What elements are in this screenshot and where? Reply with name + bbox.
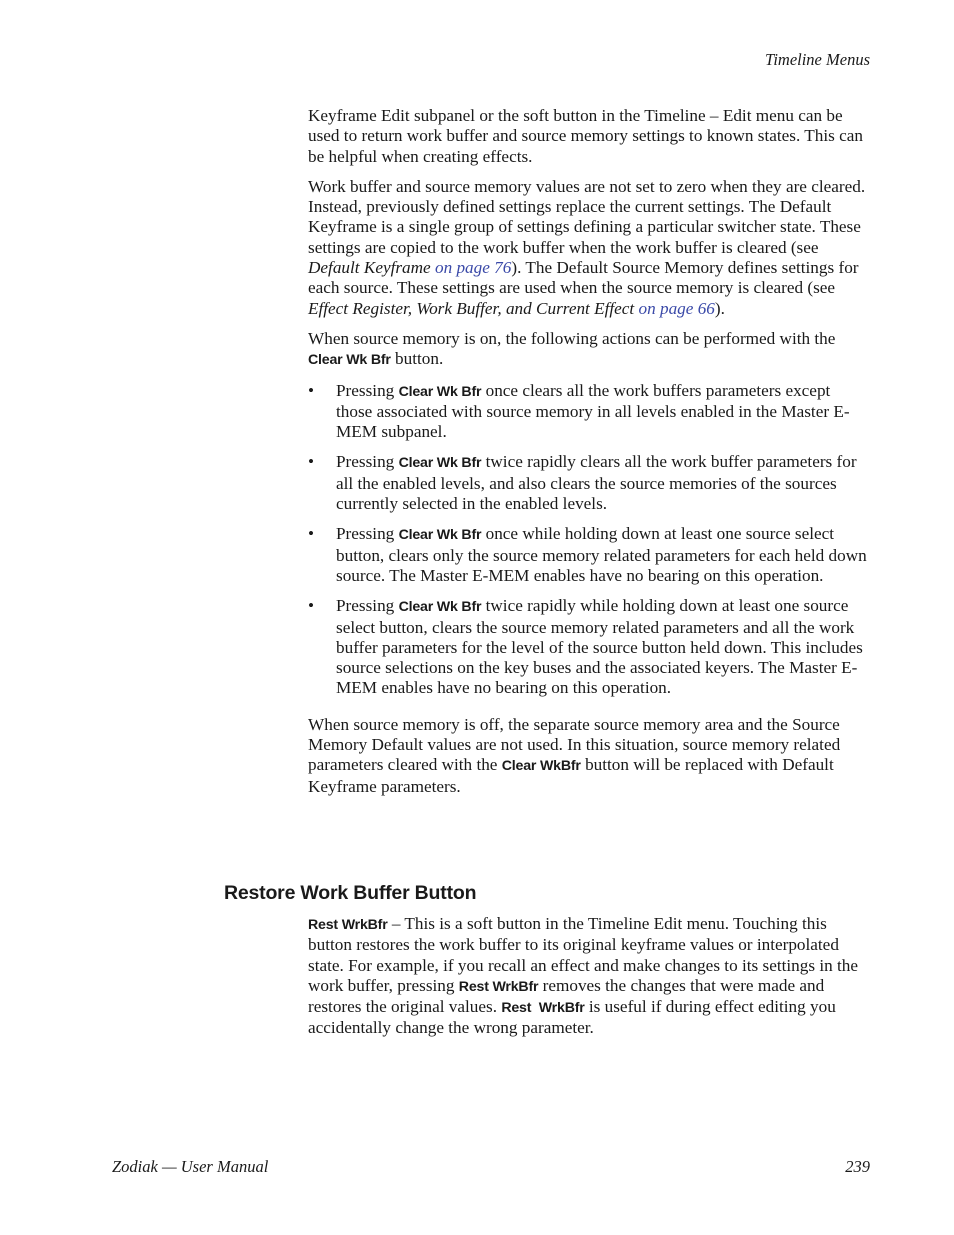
clear-wk-bfr-label: Clear Wk Bfr bbox=[398, 527, 482, 544]
xref-effect-register[interactable]: Effect Register, Work Buffer, and Current Effect bbox=[308, 298, 635, 318]
list-item bbox=[308, 381, 870, 443]
clear-wk-bfr-label: Clear Wk Bfr bbox=[398, 455, 482, 472]
text-run: removes the changes that were made and restores the original values. bbox=[308, 975, 825, 1017]
text-run: twice rapidly while holding down at least one source select button, clears the source memory related parameters and all the work buffer parameters for the level of the source button held down. This includes source selections on the key buses and the associated keyers. The Master E-MEM enables have no bearing on this operation. bbox=[336, 596, 863, 698]
clear-wk-bfr-label: Clear Wk Bfr bbox=[398, 599, 482, 616]
list-item bbox=[308, 596, 870, 698]
text-run: once while holding down at least one source select button, clears only the source memory related parameters for each held down source. The Master E-MEM enables have no bearing on this operation. bbox=[336, 524, 867, 585]
footer-manual-title: Zodiak — User Manual bbox=[112, 1157, 269, 1176]
text-run: ). bbox=[714, 298, 725, 318]
page-number: 239 bbox=[845, 1157, 870, 1176]
paragraph-intro: Keyframe Edit subpanel or the soft button in the Timeline – Edit menu can be used to return work buffer and source memory settings to known states. This can be helpful when creating effects. bbox=[308, 106, 863, 166]
list-item bbox=[308, 524, 870, 586]
section-heading: Restore Work Buffer Button bbox=[224, 882, 477, 904]
section-body bbox=[308, 914, 870, 1039]
paragraph-default-keyframe bbox=[308, 177, 870, 319]
bullet-marker: • bbox=[308, 596, 315, 616]
text-run: When source memory is off, the separate source memory area and the Source Memory Default values are not used. In this situation, source memory related parameters cleared with the bbox=[308, 714, 841, 775]
rest-wrkbfr-label: Rest WrkBfr bbox=[501, 1000, 585, 1017]
text-run: Pressing bbox=[336, 524, 399, 544]
text-run: twice rapidly clears all the work buffer parameters for all the enabled levels, and also clears the source memories of the sources currently selected in the enabled levels. bbox=[336, 452, 857, 514]
bullet-marker: • bbox=[308, 380, 315, 400]
paragraph-source-memory-on bbox=[308, 329, 870, 371]
action-list bbox=[308, 381, 870, 699]
text-run: When source memory is on, the following actions can be performed with the bbox=[308, 328, 836, 348]
body-text bbox=[308, 106, 870, 807]
clear-wk-bfr-label: Clear Wk Bfr bbox=[398, 383, 482, 400]
clear-wk-bfr-label: Clear Wk Bfr bbox=[308, 352, 391, 369]
paragraph-source-memory-off bbox=[308, 715, 870, 797]
running-head: Timeline Menus bbox=[765, 50, 870, 69]
text-run: Work buffer and source memory values are not set to zero when they are cleared. Instead, previously defined settings replace the current settings. The Default Keyframe is a single group of settings defining a particular switcher state. These settings are copied to the work buffer when the work buffer is cleared (see bbox=[308, 176, 866, 257]
text-run: once clears all the work buffers parameters except those associated with source memory in all levels enabled in the Master E-MEM subpanel. bbox=[336, 380, 850, 442]
link-page-76[interactable]: on page 76 bbox=[430, 258, 512, 278]
text-run: – This is a soft button in the Timeline Edit menu. Touching this button restores the work buffer to its original keyframe values or interpolated state. For example, if you recall an effect and make changes to its settings in the work buffer, pressing bbox=[308, 914, 858, 995]
text-run: button. bbox=[390, 349, 444, 369]
text-run: Pressing bbox=[336, 452, 399, 472]
bullet-marker: • bbox=[308, 524, 315, 544]
text-run: button will be replaced with Default Keyframe parameters. bbox=[308, 755, 834, 796]
rest-wrkbfr-label: Rest WrkBfr bbox=[308, 917, 388, 933]
text-run: ). The Default Source Memory defines settings for each source. These settings are used when the source memory is cleared (see bbox=[308, 258, 859, 298]
link-page-66[interactable]: on page 66 bbox=[634, 298, 715, 318]
clear-wkbfr-label: Clear WkBfr bbox=[501, 758, 581, 775]
text-run: is useful if during effect editing you accidentally change the wrong parameter. bbox=[308, 997, 836, 1038]
text-run: Pressing bbox=[336, 596, 399, 616]
xref-default-keyframe[interactable]: Default Keyframe bbox=[308, 258, 431, 278]
paragraph-restore bbox=[308, 914, 870, 1039]
list-item bbox=[308, 452, 870, 514]
rest-wrkbfr-label: Rest WrkBfr bbox=[458, 978, 539, 995]
text-run: Pressing bbox=[336, 380, 399, 400]
bullet-marker: • bbox=[308, 452, 315, 472]
